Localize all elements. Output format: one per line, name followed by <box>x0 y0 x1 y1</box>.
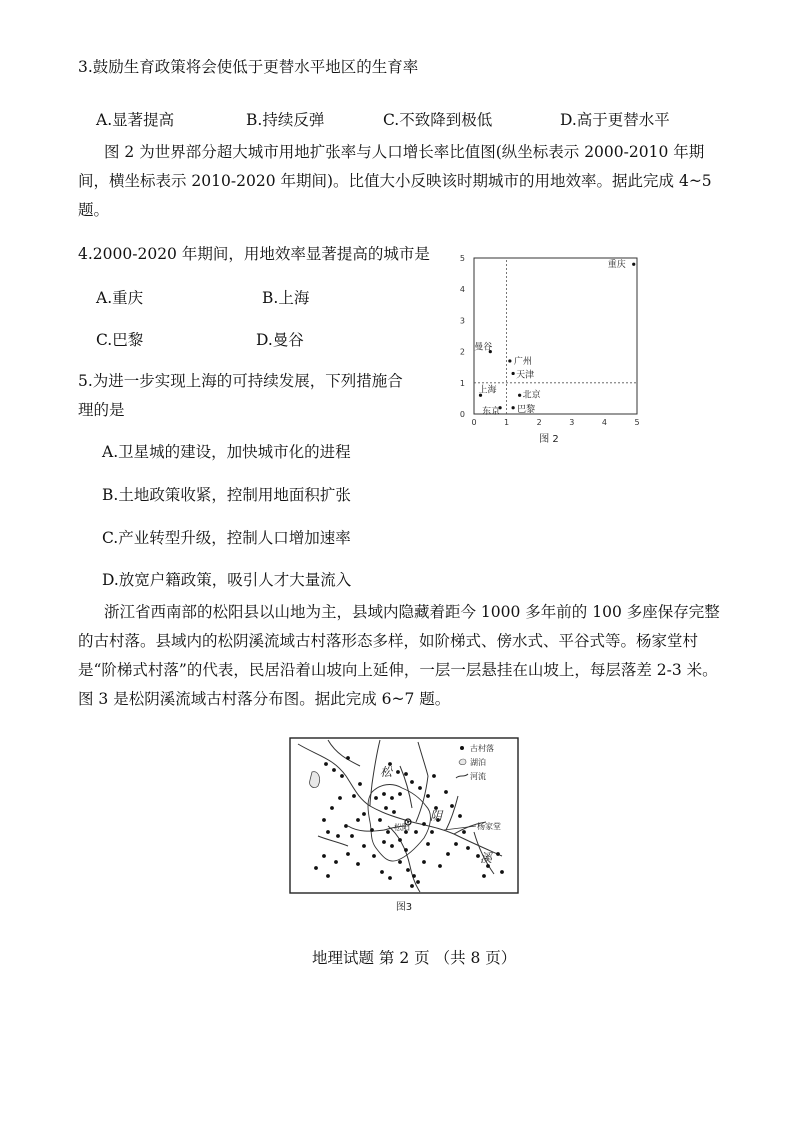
fig2-point-label: 上海 <box>478 385 497 396</box>
village-marker <box>398 860 402 864</box>
label-song: 松 <box>380 765 393 779</box>
label-yangjiatang: 杨家堂 <box>477 822 501 831</box>
fig2-point <box>508 359 511 362</box>
village-marker <box>362 812 366 816</box>
village-marker <box>500 870 504 874</box>
page-footer: 地理试题 第 2 页 （共 8 页） <box>312 949 517 967</box>
fig2-point <box>512 372 515 375</box>
village-marker <box>334 860 338 864</box>
fig3-intro-paragraph: 浙江省西南部的松阳县以山地为主，县域内隐藏着距今 1000 多年前的 100 多座保存完整的古村落。县域内的松阴溪流域古村落形态多样，如阶梯式、傍水式、平谷式等。杨家堂村是“阶梯式村落”的代表，民居沿着山坡向上延伸，一层一层悬挂在山坡上，每层落差 2-3 米。图 3 是松阴溪流域古村落分布图。据此完成 6~7 题。 <box>78 603 720 708</box>
q3-option-a: A.显著提高 <box>96 111 175 129</box>
village-marker <box>398 838 402 842</box>
fig3-map <box>288 736 524 916</box>
village-marker <box>330 806 334 810</box>
fig3-caption: 图3 <box>395 902 413 913</box>
village-marker <box>382 840 386 844</box>
village-marker <box>444 790 448 794</box>
village-marker <box>384 806 388 810</box>
fig2-point-label: 重庆 <box>607 260 626 271</box>
q4-option-b: B.上海 <box>262 289 310 307</box>
legend-village-symbol <box>460 746 464 750</box>
village-marker <box>418 786 422 790</box>
legend-river-label: 河流 <box>470 772 486 781</box>
label-yin: 阴 <box>430 809 443 823</box>
fig2-x-tick-label: 0 <box>471 418 477 427</box>
village-marker <box>462 830 466 834</box>
q4-option-c: C.巴黎 <box>96 331 144 349</box>
village-marker <box>416 880 420 884</box>
fig2-y-tick-label: 0 <box>459 410 465 419</box>
village-marker <box>422 822 426 826</box>
label-county: 松阳 <box>394 823 410 832</box>
fig2-intro-paragraph: 图 2 为世界部分超大城市用地扩张率与人口增长率比值图(纵坐标表示 2000-2010 年期间，横坐标表示 2010-2020 年期间)。比值大小反映该时期城市的用地效率。据此完成 4~5 题。 <box>78 143 712 219</box>
q5-option-a: A.卫星城的建设，加快城市化的进程 <box>102 443 351 461</box>
village-marker <box>450 804 454 808</box>
fig2-point-label: 天津 <box>516 370 535 381</box>
village-marker <box>410 884 414 888</box>
village-marker <box>406 868 410 872</box>
q3-stem: 3.鼓励生育政策将会使低于更替水平地区的生育率 <box>78 58 419 76</box>
village-marker <box>358 782 362 786</box>
village-marker <box>336 834 340 838</box>
village-marker <box>350 834 354 838</box>
village-marker <box>432 774 436 778</box>
village-marker <box>410 780 414 784</box>
village-marker <box>322 854 326 858</box>
fig2-chart <box>448 238 648 448</box>
q3-option-c: C.不致降到极低 <box>383 111 493 129</box>
village-marker <box>346 756 350 760</box>
village-marker <box>326 874 330 878</box>
legend-lake-label: 湖泊 <box>470 758 486 767</box>
village-marker <box>332 768 336 772</box>
lake <box>310 772 320 788</box>
fig2-point-label: 广州 <box>513 356 532 367</box>
village-marker <box>496 852 500 856</box>
village-marker <box>378 818 382 822</box>
fig2-point-label: 北京 <box>522 390 541 401</box>
fig2-y-tick-label: 3 <box>459 316 465 326</box>
q5-stem-line1: 5.为进一步实现上海的可持续发展，下列措施合 <box>78 372 403 390</box>
village-marker <box>382 792 386 796</box>
village-marker <box>446 852 450 856</box>
fig2-caption: 图 2 <box>539 434 559 445</box>
village-marker <box>372 854 376 858</box>
village-marker <box>356 818 360 822</box>
village-marker <box>344 824 348 828</box>
q4-option-d: D.曼谷 <box>256 331 304 349</box>
village-marker <box>430 830 434 834</box>
village-marker <box>438 864 442 868</box>
village-marker <box>466 846 470 850</box>
fig2-y-tick-label: 1 <box>459 378 465 388</box>
village-marker <box>386 830 390 834</box>
village-marker <box>362 844 366 848</box>
q5-option-d: D.放宽户籍政策，吸引人才大量流入 <box>102 571 352 589</box>
fig2-point <box>518 394 521 397</box>
village-marker <box>338 796 342 800</box>
village-marker <box>414 830 418 834</box>
fig2-y-tick-label: 5 <box>459 254 465 263</box>
village-marker <box>458 814 462 818</box>
fig2-point-label: 巴黎 <box>517 404 536 415</box>
label-xi: 溪 <box>480 851 493 865</box>
fig2-point <box>512 406 515 409</box>
q5-stem-line2: 理的是 <box>78 401 125 419</box>
village-marker <box>326 830 330 834</box>
fig2-x-tick-label: 1 <box>504 418 510 427</box>
village-marker <box>370 828 374 832</box>
fig2-y-tick-label: 2 <box>459 347 465 357</box>
village-marker <box>380 870 384 874</box>
fig2-point-label: 曼谷 <box>474 342 493 353</box>
legend-village-label: 古村落 <box>470 744 494 753</box>
q5-option-c: C.产业转型升级，控制人口增加速率 <box>102 529 351 547</box>
village-marker <box>356 862 360 866</box>
village-marker <box>388 876 392 880</box>
village-marker <box>322 818 326 822</box>
village-marker <box>482 874 486 878</box>
q3-option-d: D.高于更替水平 <box>560 111 670 129</box>
fig2-x-tick-label: 5 <box>634 418 640 427</box>
q4-stem: 4.2000-2020 年期间，用地效率显著提高的城市是 <box>78 245 430 263</box>
village-marker <box>390 796 394 800</box>
q5-option-b: B.土地政策收紧，控制用地面积扩张 <box>102 486 351 504</box>
village-marker <box>412 874 416 878</box>
village-marker <box>422 860 426 864</box>
village-marker <box>454 842 458 846</box>
village-marker <box>374 796 378 800</box>
village-marker <box>396 770 400 774</box>
q4-option-a: A.重庆 <box>96 289 144 307</box>
fig2-point <box>632 263 635 266</box>
q3-option-b: B.持续反弹 <box>246 111 325 129</box>
village-marker <box>390 844 394 848</box>
village-marker <box>404 772 408 776</box>
village-marker <box>324 762 328 766</box>
fig2-point-label: 东京 <box>482 406 501 417</box>
village-marker <box>314 866 318 870</box>
village-marker <box>426 794 430 798</box>
village-marker <box>352 794 356 798</box>
fig2-x-tick-label: 4 <box>601 418 607 427</box>
fig2-x-tick-label: 2 <box>536 418 542 427</box>
fig2-plot-frame <box>474 258 637 414</box>
village-marker <box>340 774 344 778</box>
fig2-x-tick-label: 3 <box>569 418 575 427</box>
village-marker <box>404 848 408 852</box>
fig2-y-tick-label: 4 <box>459 285 465 295</box>
village-marker <box>346 852 350 856</box>
village-marker <box>426 842 430 846</box>
village-marker <box>392 810 396 814</box>
village-marker <box>398 792 402 796</box>
